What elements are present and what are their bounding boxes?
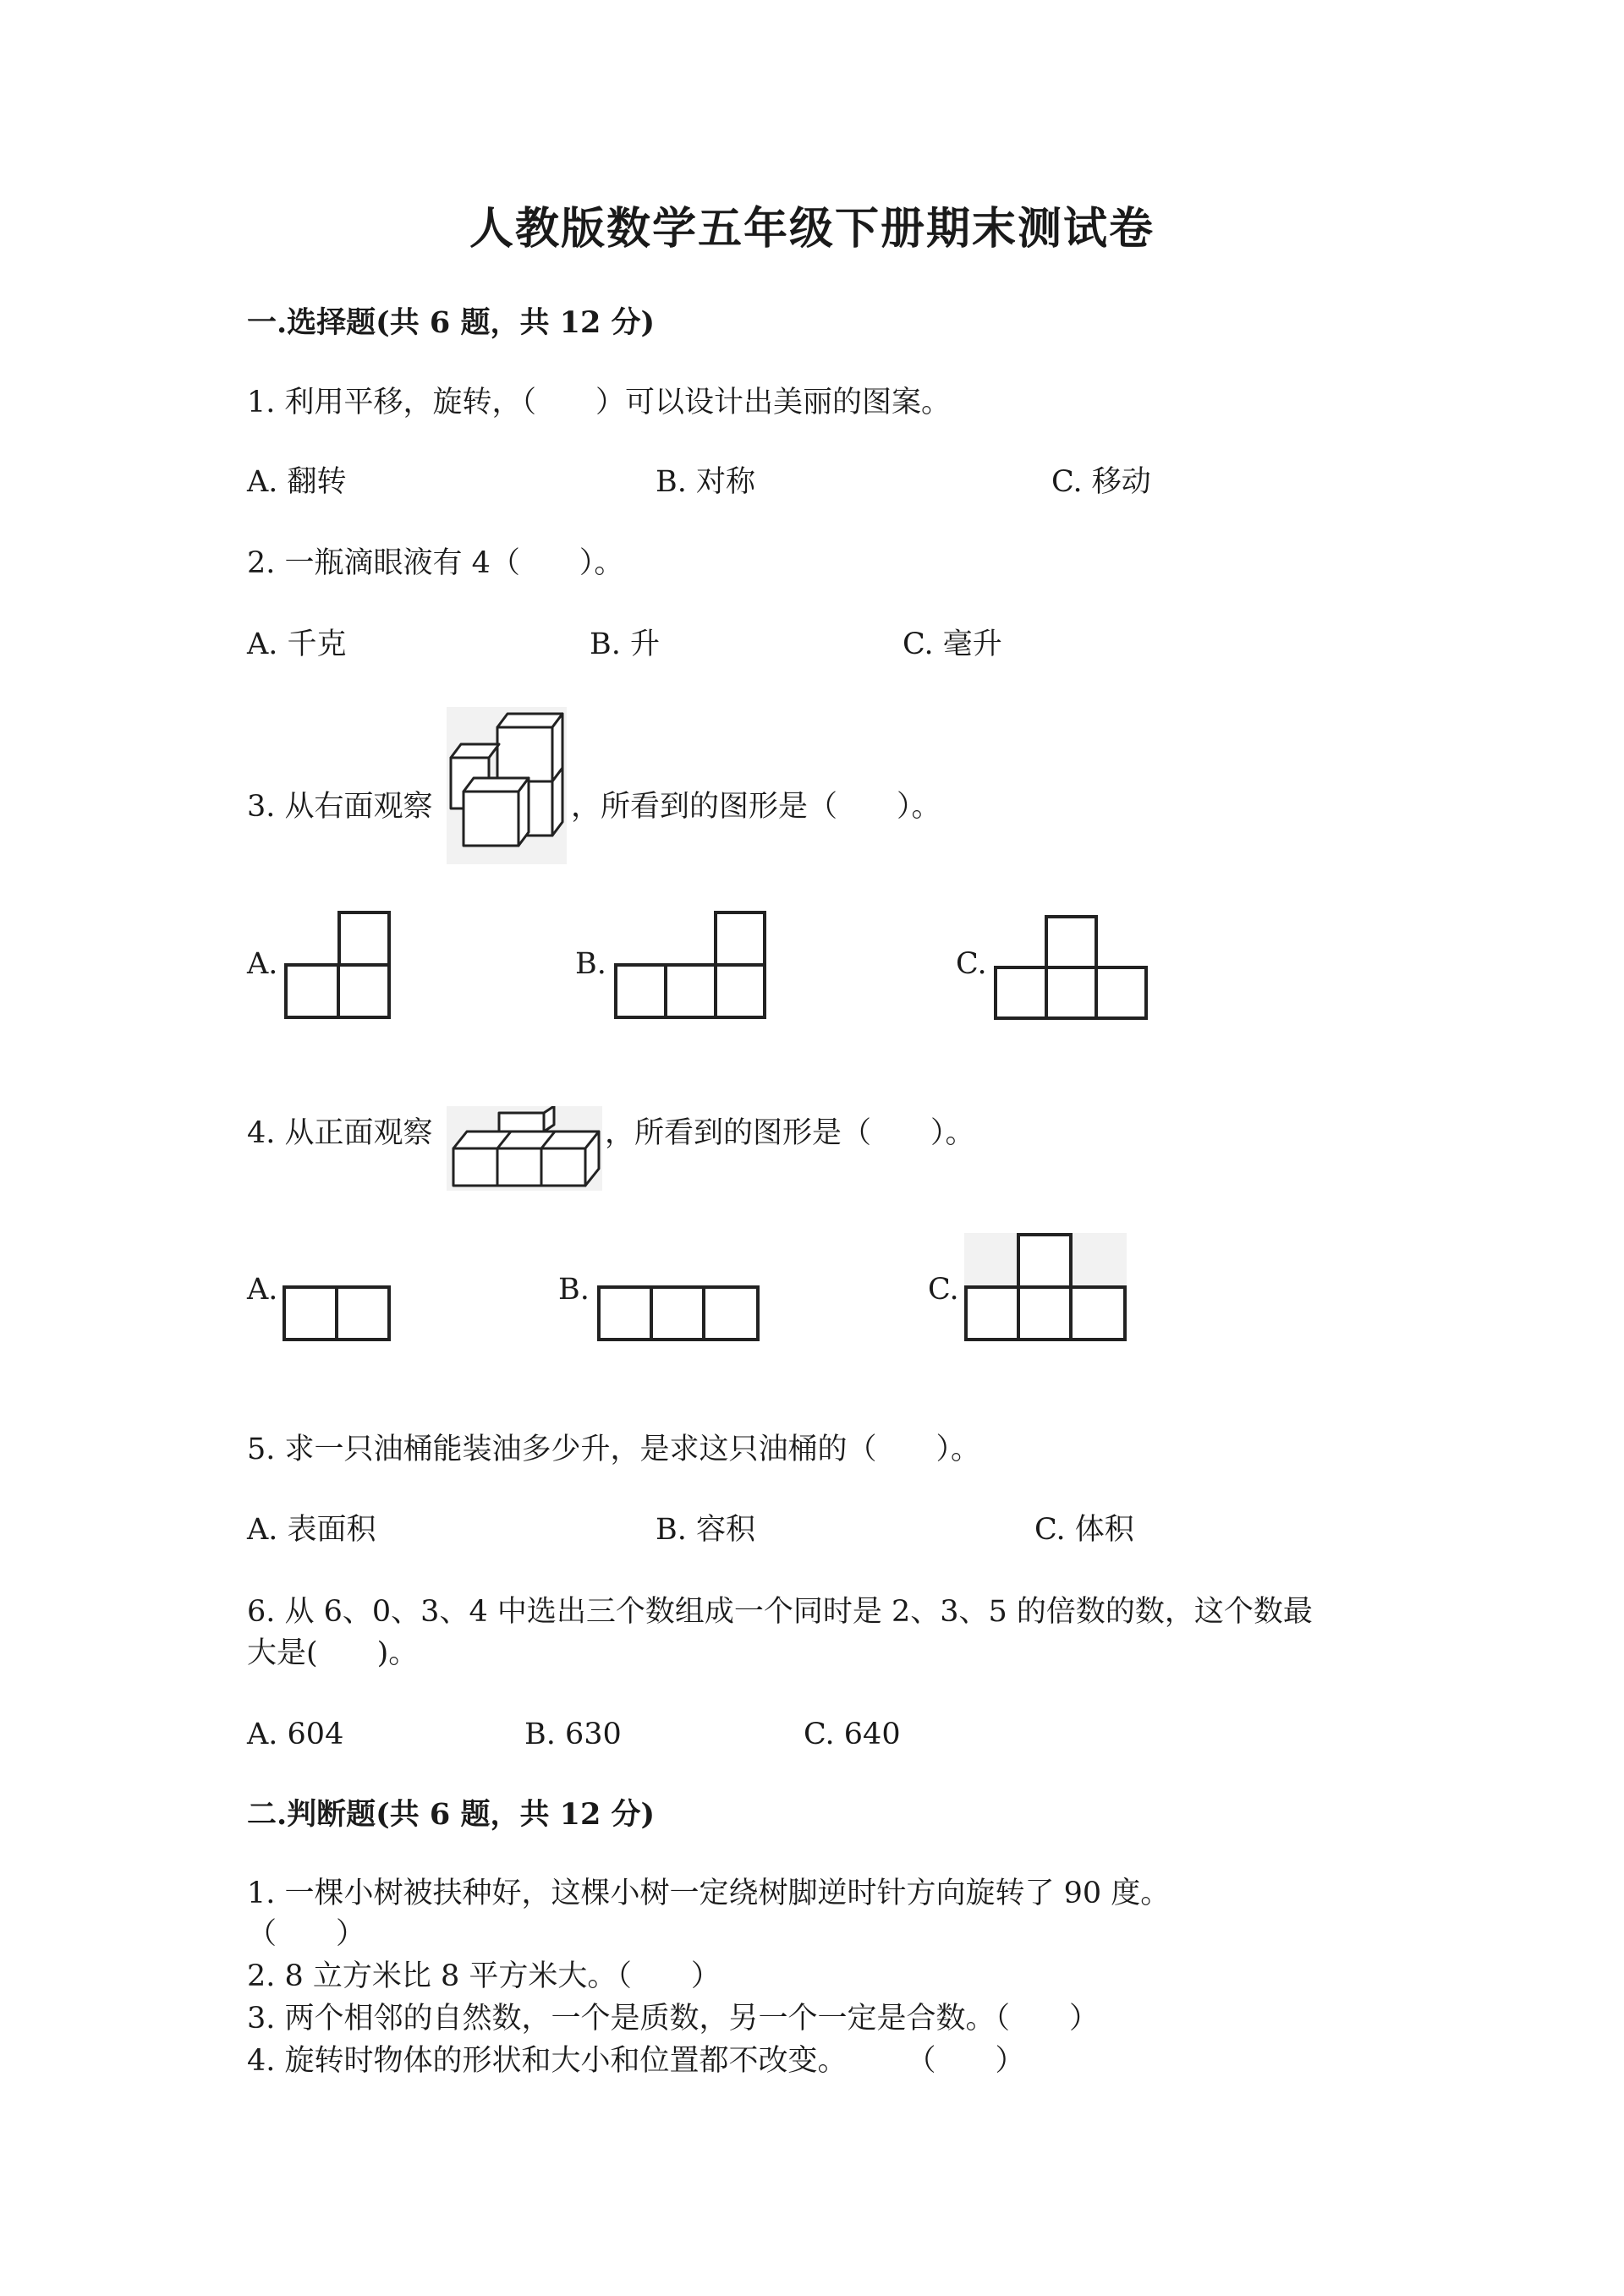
q4-stem-pre: 4. 从正面观察 (247, 1116, 433, 1150)
q3-option-b-label: B. (575, 947, 606, 981)
q3-stem-pre: 3. 从右面观察 (247, 790, 433, 824)
q3-option-a-label: A. (247, 947, 278, 981)
q3-option-c-label: C. (956, 947, 987, 981)
q4-cube-row-figure (447, 1106, 602, 1191)
square (1045, 915, 1098, 969)
square (1017, 1233, 1073, 1289)
q3-cube-stack-figure (447, 707, 567, 864)
square (650, 1285, 705, 1341)
q3-option-c-figure (994, 915, 1148, 1020)
square (337, 963, 391, 1019)
q4-option-a-figure (283, 1285, 391, 1341)
tf-q1-line-2: （ ） (247, 1917, 366, 1951)
tf-q2: 2. 8 立方米比 8 平方米大。（ ） (247, 1959, 721, 1993)
tf-q1-line-1: 1. 一棵小树被扶种好，这棵小树一定绕树脚逆时针方向旋转了 90 度。 (247, 1877, 1171, 1910)
q3-option-b-figure (614, 911, 766, 1019)
square (1095, 966, 1148, 1020)
q4-option-b-figure (597, 1285, 760, 1341)
q5-option-a: A. 表面积 (247, 1513, 376, 1547)
q4-stem-post: ，所看到的图形是（ ）。 (605, 1116, 975, 1150)
q5-stem: 5. 求一只油桶能装油多少升，是求这只油桶的（ ）。 (247, 1433, 981, 1466)
q6-stem-line-2: 大是( )。 (247, 1636, 419, 1670)
square (335, 1285, 391, 1341)
q3-stem-post: ，所看到的图形是（ ）。 (571, 790, 941, 824)
q5-option-b: B. 容积 (656, 1513, 755, 1547)
q2-stem: 2. 一瓶滴眼液有 4（ ）。 (247, 546, 624, 580)
square (597, 1285, 653, 1341)
q4-option-a-label: A. (247, 1273, 278, 1307)
square (964, 1285, 1020, 1341)
q2-option-c: C. 毫升 (903, 627, 1002, 661)
tf-q3: 3. 两个相邻的自然数，一个是质数，另一个一定是合数。（ ） (247, 2002, 1100, 2036)
square (994, 966, 1048, 1020)
q3-option-a-figure (284, 911, 391, 1019)
q4-option-c-label: C. (928, 1273, 959, 1307)
square (1045, 966, 1098, 1020)
q6-option-b: B. 630 (524, 1718, 622, 1751)
square (284, 963, 340, 1019)
q6-option-c: C. 640 (804, 1718, 901, 1751)
q2-option-a: A. 千克 (247, 627, 347, 661)
q4-option-c-figure (964, 1233, 1127, 1341)
q2-option-b: B. 升 (590, 627, 660, 661)
square (664, 963, 717, 1019)
q6-option-a: A. 604 (247, 1718, 344, 1751)
section-1-heading: 一.选择题(共 6 题，共 12 分) (247, 305, 656, 340)
square (1017, 1285, 1073, 1341)
q1-option-b: B. 对称 (656, 465, 755, 499)
square (614, 963, 667, 1019)
q6-stem-line-1: 6. 从 6、0、3、4 中选出三个数组成一个同时是 2、3、5 的倍数的数，这个数最 (247, 1595, 1313, 1629)
q1-option-a: A. 翻转 (247, 465, 347, 499)
q1-option-c: C. 移动 (1051, 465, 1151, 499)
q5-option-c: C. 体积 (1034, 1513, 1134, 1547)
square (714, 963, 766, 1019)
square (337, 911, 391, 967)
square (714, 911, 766, 967)
section-2-heading: 二.判断题(共 6 题，共 12 分) (247, 1797, 656, 1832)
q1-stem: 1. 利用平移，旋转，（ ）可以设计出美丽的图案。 (247, 386, 952, 419)
q4-option-b-label: B. (558, 1273, 590, 1307)
tf-q4: 4. 旋转时物体的形状和大小和位置都不改变。 （ ） (247, 2044, 1025, 2078)
square (283, 1285, 338, 1341)
page-title: 人教版数学五年级下册期末测试卷 (469, 203, 1155, 255)
square (1069, 1285, 1127, 1341)
square (702, 1285, 760, 1341)
